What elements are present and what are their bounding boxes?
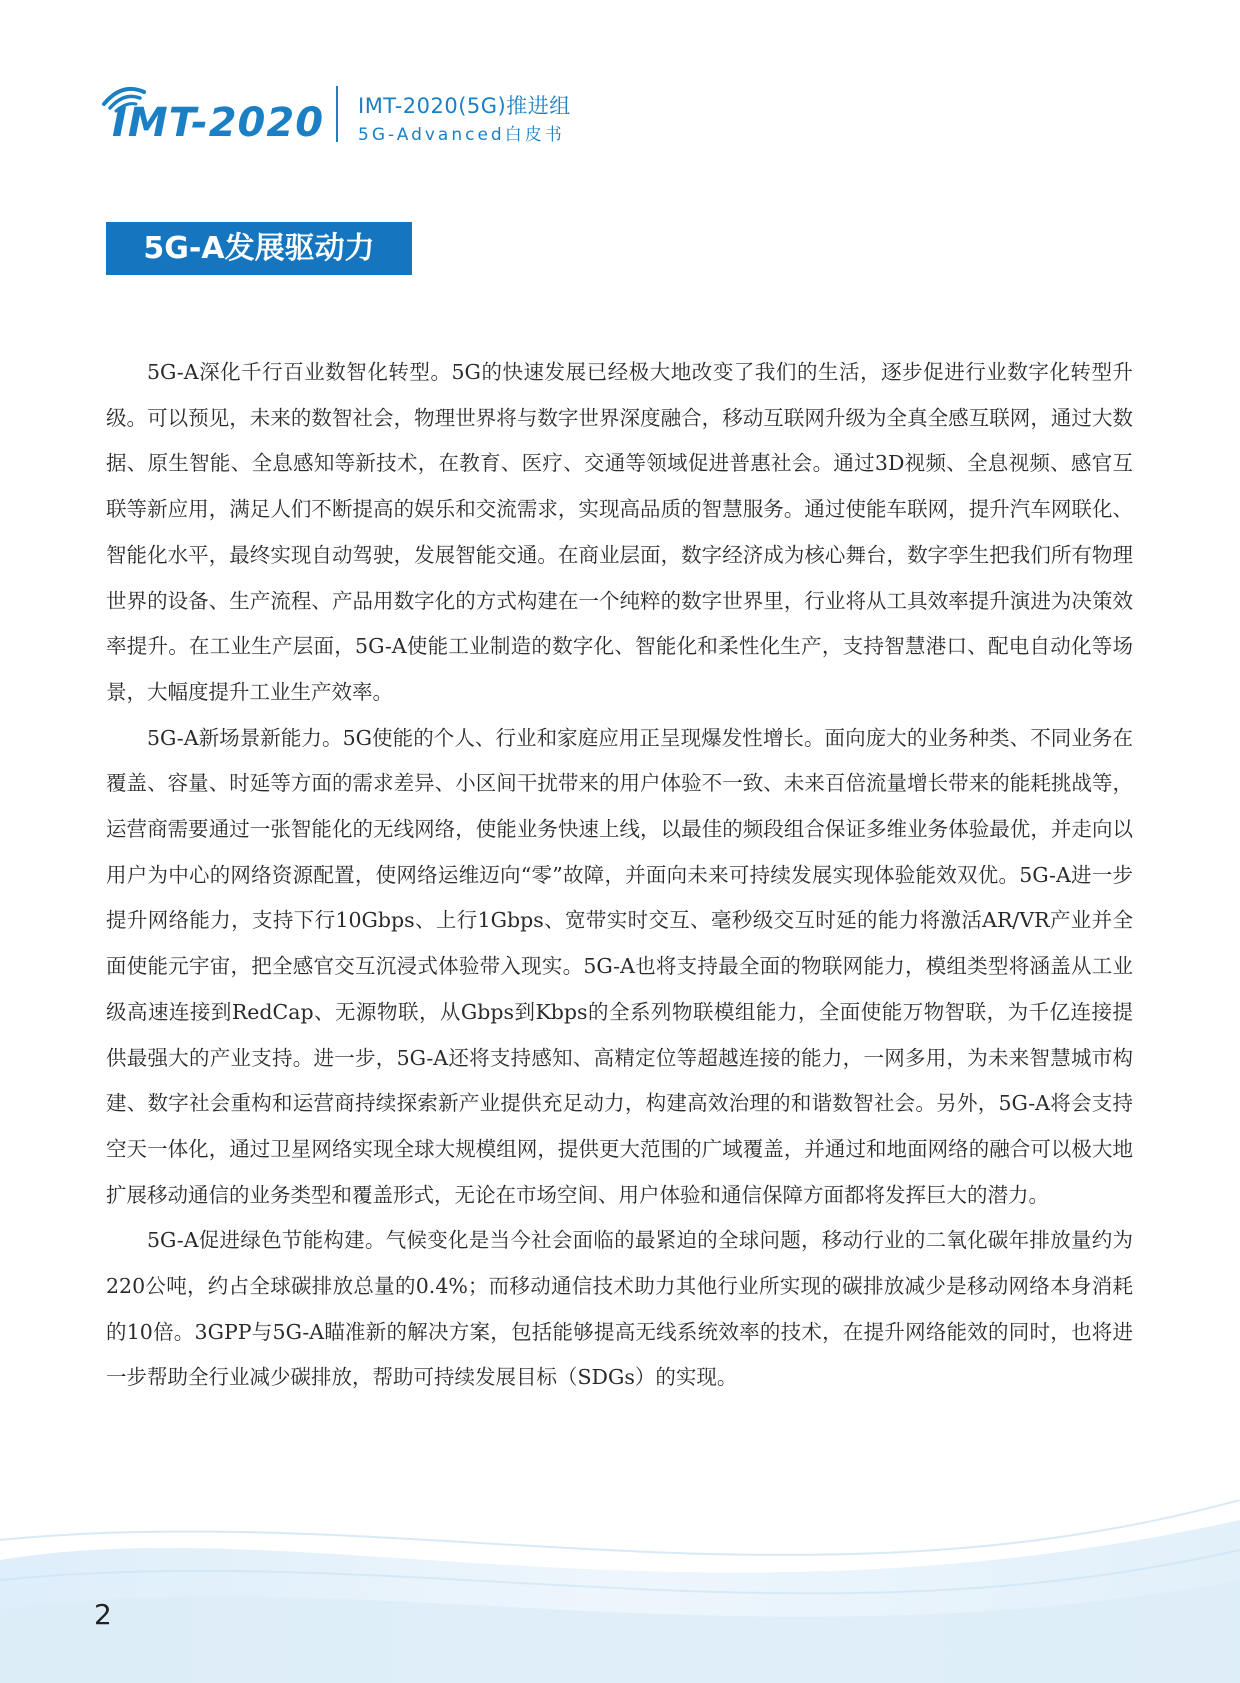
page-header [100, 78, 700, 158]
body-text [106, 350, 1133, 1401]
page-number: 2 [94, 1598, 112, 1631]
footer-wave-decoration [0, 1500, 1240, 1683]
header-divider [336, 86, 338, 142]
paragraph-green-energy: 5G-A促进绿色节能构建。气候变化是当今社会面临的最紧迫的全球问题，移动行业的二氧化碳年排放量约为220公吨，约占全球碳排放总量的0.4%；而移动通信技术助力其他行业所实现的碳排放减少是移动网络本身消耗的10倍。3GPP与5G-A瞄准新的解决方案，包括能够提高无线系统效率的技术，在提升网络能效的同时，也将进一步帮助全行业减少碳排放，帮助可持续发展目标（SDGs）的实现。 [106, 1228, 1133, 1390]
paragraph-digital-transformation: 5G-A深化千行百业数智化转型。5G的快速发展已经极大地改变了我们的生活，逐步促进行业数字化转型升级。可以预见，未来的数智社会，物理世界将与数字世界深度融合，移动互联网升级为全真全感互联网，通过大数据、原生智能、全息感知等新技术，在教育、医疗、交通等领域促进普惠社会。通过3D视频、全息视频、感官互联等新应用，满足人们不断提高的娱乐和交流需求，实现高品质的智慧服务。通过使能车联网，提升汽车网联化、智能化水平，最终实现自动驾驶，发展智能交通。在商业层面，数字经济成为核心舞台，数字孪生把我们所有物理世界的设备、生产流程、产品用数字化的方式构建在一个纯粹的数字世界里，行业将从工具效率提升演进为决策效率提升。在工业生产层面，5G-A使能工业制造的数字化、智能化和柔性化生产，支持智慧港口、配电自动化等场景，大幅度提升工业生产效率。 [106, 360, 1133, 704]
imt2020-logo [100, 78, 330, 150]
header-org: IMT-2020(5G)推进组 [358, 94, 571, 118]
paragraph-new-scenarios: 5G-A新场景新能力。5G使能的个人、行业和家庭应用正呈现爆发性增长。面向庞大的业务种类、不同业务在覆盖、容量、时延等方面的需求差异、小区间干扰带来的用户体验不一致、未来百倍流量增长带来的能耗挑战等，运营商需要通过一张智能化的无线网络，使能业务快速上线，以最佳的频段组合保证多维业务体验最优，并走向以用户为中心的网络资源配置，使网络运维迈向“零”故障，并面向未来可持续发展实现体验能效双优。5G-A进一步提升网络能力，支持下行10Gbps、上行1Gbps、宽带实时交互、毫秒级交互时延的能力将激活AR/VR产业并全面使能元宇宙，把全感官交互沉浸式体验带入现实。5G-A也将支持最全面的物联网能力，模组类型将涵盖从工业级高速连接到RedCap、无源物联，从Gbps到Kbps的全系列物联模组能力，全面使能万物智联，为千亿连接提供最强大的产业支持。进一步，5G-A还将支持感知、高精定位等超越连接的能力，一网多用，为未来智慧城市构建、数字社会重构和运营商持续探索新产业提供充足动力，构建高效治理的和谐数智社会。另外，5G-A将会支持空天一体化，通过卫星网络实现全球大规模组网，提供更大范围的广域覆盖，并通过和地面网络的融合可以极大地扩展移动通信的业务类型和覆盖形式，无论在市场空间、用户体验和通信保障方面都将发挥巨大的潜力。 [106, 725, 1133, 1207]
section-title: 5G-A发展驱动力 [106, 222, 412, 275]
header-doc-title: 5G-Advanced白皮书 [358, 125, 565, 145]
logo-text: IMT-2020 [112, 100, 325, 146]
